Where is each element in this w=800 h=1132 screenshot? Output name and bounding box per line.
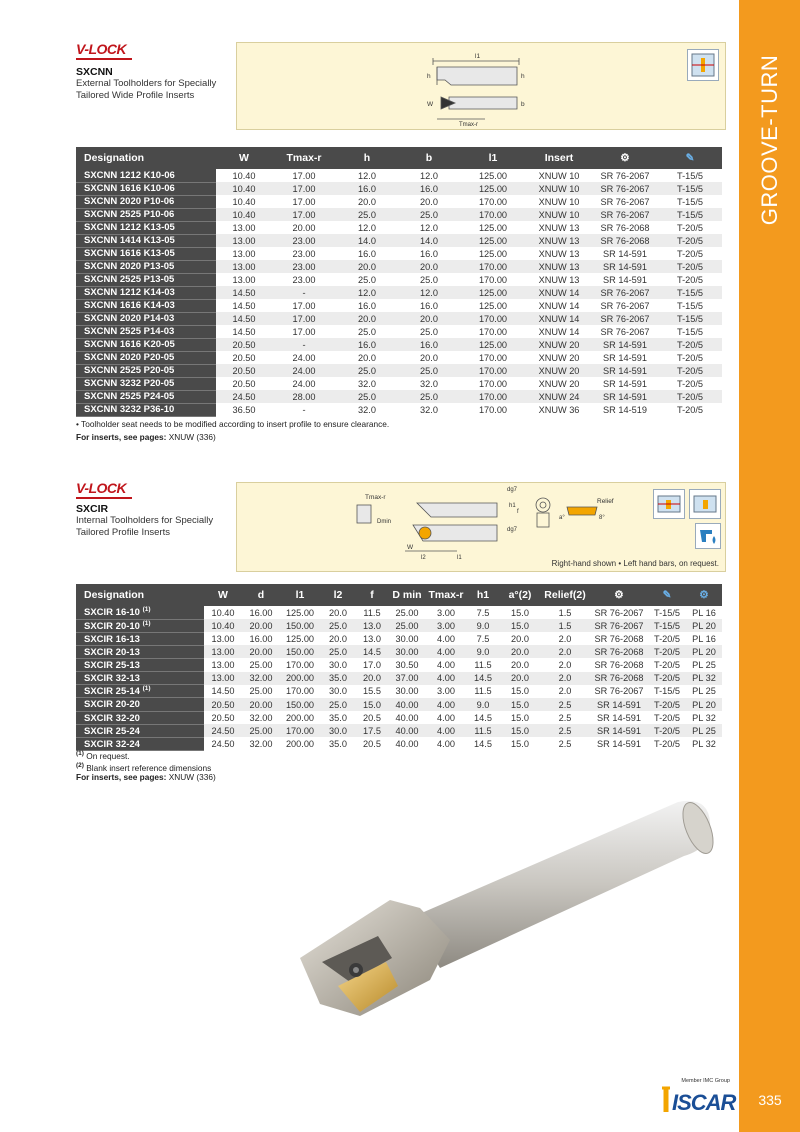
toolholder-photo — [280, 790, 720, 1040]
table-row: SXCNN 2525 P20-05 20.50 24.00 25.0 25.0 170.00 XNUW 20 SR 14-591 T-20/5 — [76, 364, 722, 377]
table-row: SXCNN 1616 K20-05 20.50 - 16.0 16.0 125.00 XNUW 20 SR 14-591 T-20/5 — [76, 338, 722, 351]
col-key — [648, 584, 686, 606]
col-l2: l2 — [320, 584, 356, 606]
dim-tmax: Tmax-r — [459, 122, 478, 128]
dim-l1: l1 — [475, 53, 481, 60]
vlock-logo: V-LOCK — [76, 480, 127, 496]
table-row: SXCIR 25-24 24.50 25.00 170.00 30.0 17.5 40.00 4.00 11.5 15.0 2.5 SR 14-591 T-20/5 PL 25 — [76, 724, 722, 737]
col-insert: Insert — [526, 147, 592, 169]
product-description: Internal Toolholders for Specially Tailored Profile Inserts — [76, 515, 214, 538]
dim-angle: 8° — [599, 515, 605, 521]
dim-dg7: dg7 — [507, 527, 518, 533]
col-f: f — [356, 584, 388, 606]
col-w: W — [204, 584, 242, 606]
table-row: SXCIR 20-10 $^{(1)}$ 10.40 20.00 150.00 25.0 13.0 25.00 3.00 9.0 15.0 1.5 SR 76-2067 T-15/5 PL 20 — [76, 619, 722, 632]
table-row: SXCNN 2525 P13-05 13.00 23.00 25.0 25.0 170.00 XNUW 13 SR 14-591 T-20/5 — [76, 273, 722, 286]
col-designation: Designation — [76, 584, 204, 606]
seat-note: • Toolholder seat needs to be modified according to insert profile to ensure clearance. — [76, 419, 390, 429]
table-row: SXCNN 3232 P20-05 20.50 24.00 32.0 32.0 170.00 XNUW 20 SR 14-591 T-20/5 — [76, 377, 722, 390]
col-key — [658, 147, 722, 169]
product-code: SXCNN — [76, 66, 113, 78]
dim-h-left: h — [427, 73, 431, 80]
col-d: d — [242, 584, 280, 606]
table-row: SXCNN 2020 P10-06 10.40 17.00 20.0 20.0 170.00 XNUW 10 SR 76-2067 T-15/5 — [76, 195, 722, 208]
dim-w: W — [427, 101, 434, 108]
insert-reference: For inserts, see pages: XNUW (336) — [76, 432, 216, 442]
dim-dmin: Dmin — [377, 519, 392, 525]
footnote-2: $^{(2)}$ Blank insert reference dimensions — [76, 762, 212, 773]
table-row: SXCNN 1414 K13-05 13.00 23.00 14.0 14.0 125.00 XNUW 13 SR 76-2068 T-20/5 — [76, 234, 722, 247]
table-row: SXCNN 1212 K13-05 13.00 20.00 12.0 12.0 125.00 XNUW 13 SR 76-2068 T-20/5 — [76, 221, 722, 234]
col-designation: Designation — [76, 147, 216, 169]
col-h: h — [336, 147, 398, 169]
hand-caption: Right-hand shown • Left hand bars, on request. — [551, 559, 719, 568]
brand-name: ISCAR — [672, 1090, 736, 1115]
insert-reference: For inserts, see pages: XNUW (336) — [76, 772, 216, 782]
col-b: b — [398, 147, 460, 169]
table-row: SXCNN 1212 K14-03 14.50 - 12.0 12.0 125.00 XNUW 14 SR 76-2067 T-15/5 — [76, 286, 722, 299]
dim-a: a° — [559, 515, 565, 521]
plug-icon: ⚙ — [699, 589, 709, 601]
table-row: SXCNN 2525 P14-03 14.50 17.00 25.0 25.0 170.00 XNUW 14 SR 76-2067 T-15/5 — [76, 325, 722, 338]
table-row: SXCIR 20-20 20.50 20.00 150.00 25.0 15.0 40.00 4.00 9.0 15.0 2.5 SR 14-591 T-20/5 PL 20 — [76, 698, 722, 711]
diagram-panel — [236, 482, 726, 572]
table-row: SXCNN 1616 K13-05 13.00 23.00 16.0 16.0 125.00 XNUW 13 SR 14-591 T-20/5 — [76, 247, 722, 260]
col-screw — [590, 584, 648, 606]
coolant-icon — [695, 523, 721, 549]
diagram-panel — [236, 42, 726, 130]
iscar-logo — [660, 1078, 736, 1118]
col-plug — [686, 584, 722, 606]
dim-l2: l2 — [421, 555, 426, 561]
dim-b: b — [521, 101, 525, 108]
vlock-logo: V-LOCK — [76, 41, 127, 57]
col-l1: l1 — [460, 147, 526, 169]
col-tmax: Tmax-r — [272, 147, 336, 169]
page-number: 335 — [758, 1092, 782, 1108]
external-holder-drawing — [237, 43, 727, 131]
col-h1: h1 — [466, 584, 500, 606]
product-description: External Toolholders for Specially Tailored Wide Profile Inserts — [76, 78, 217, 101]
screw-icon: ⚙ — [614, 589, 624, 601]
logo-underline — [76, 497, 132, 499]
table-row: SXCIR 16-13 13.00 16.00 125.00 20.0 13.0 30.00 4.00 7.5 20.0 2.0 SR 76-2068 T-20/5 PL 16 — [76, 632, 722, 645]
dim-h1: h1 — [509, 503, 516, 509]
table-row: SXCIR 25-13 13.00 25.00 170.00 30.0 17.0 30.50 4.00 11.5 20.0 2.0 SR 76-2068 T-20/5 PL 25 — [76, 658, 722, 671]
table-row: SXCNN 1212 K10-06 10.40 17.00 12.0 12.0 125.00 XNUW 10 SR 76-2067 T-15/5 — [76, 169, 722, 182]
table-row: SXCNN 2020 P14-03 14.50 17.00 20.0 20.0 170.00 XNUW 14 SR 76-2067 T-15/5 — [76, 312, 722, 325]
col-w: W — [216, 147, 272, 169]
table-row: SXCNN 2020 P13-05 13.00 23.00 20.0 20.0 170.00 XNUW 13 SR 14-591 T-20/5 — [76, 260, 722, 273]
sxcir-table — [76, 584, 722, 751]
sxcnn-table — [76, 147, 722, 417]
table-row: SXCNN 2525 P10-06 10.40 17.00 25.0 25.0 170.00 XNUW 10 SR 76-2067 T-15/5 — [76, 208, 722, 221]
hand-orientation-icon — [689, 489, 721, 519]
logo-underline — [76, 58, 132, 60]
hand-orientation-icon — [687, 49, 719, 81]
product-code: SXCIR — [76, 503, 109, 515]
member-caption: Member IMC Group — [681, 1078, 730, 1084]
col-a: a°(2) — [500, 584, 540, 606]
key-icon: ✎ — [685, 152, 695, 164]
hand-orientation-icon — [653, 489, 685, 519]
table-row: SXCIR 20-13 13.00 20.00 150.00 25.0 14.5 30.00 4.00 9.0 20.0 2.0 SR 76-2068 T-20/5 PL 20 — [76, 645, 722, 658]
key-icon: ✎ — [662, 589, 672, 601]
table-row: SXCNN 1616 K10-06 10.40 17.00 16.0 16.0 125.00 XNUW 10 SR 76-2067 T-15/5 — [76, 182, 722, 195]
dim-l1: l1 — [457, 555, 462, 561]
footnote-1: $^{(1)}$ On request. — [76, 750, 130, 761]
col-tmax: Tmax-r — [426, 584, 466, 606]
table-row: SXCNN 1616 K14-03 14.50 17.00 16.0 16.0 125.00 XNUW 14 SR 76-2067 T-15/5 — [76, 299, 722, 312]
dim-relief: Relief — [597, 498, 614, 505]
dim-dg7-top: dg7 — [507, 487, 518, 493]
screw-icon: ⚙ — [620, 152, 630, 164]
col-l1: l1 — [280, 584, 320, 606]
col-screw — [592, 147, 658, 169]
dim-tmax: Tmax-r — [365, 494, 386, 501]
table-row: SXCIR 32-24 24.50 32.00 200.00 35.0 20.5 40.00 4.00 14.5 15.0 2.5 SR 14-591 T-20/5 PL 32 — [76, 737, 722, 750]
table-row: SXCNN 3232 P36-10 36.50 - 32.0 32.0 170.00 XNUW 36 SR 14-519 T-20/5 — [76, 403, 722, 416]
section-title: GROOVE-TURN — [757, 54, 782, 226]
dim-h-right: h — [521, 73, 525, 80]
col-relief: Relief(2) — [540, 584, 590, 606]
table-row: SXCNN 2020 P20-05 20.50 24.00 20.0 20.0 170.00 XNUW 20 SR 14-591 T-20/5 — [76, 351, 722, 364]
table-row: SXCIR 32-20 20.50 32.00 200.00 35.0 20.5 40.00 4.00 14.5 15.0 2.5 SR 14-591 T-20/5 PL 32 — [76, 711, 722, 724]
table-row: SXCIR 16-10 $^{(1)}$ 10.40 16.00 125.00 20.0 11.5 25.00 3.00 7.5 15.0 1.5 SR 76-2067 T-15/5 PL 16 — [76, 606, 722, 619]
col-dmin: D min — [388, 584, 426, 606]
table-row: SXCNN 2525 P24-05 24.50 28.00 25.0 25.0 170.00 XNUW 24 SR 14-591 T-20/5 — [76, 390, 722, 403]
dim-w: W — [407, 544, 414, 551]
dim-f: f — [517, 509, 519, 515]
table-row: SXCIR 25-14 $^{(1)}$ 14.50 25.00 170.00 30.0 15.5 30.00 3.00 11.5 15.0 2.0 SR 76-2067 T-15/5 PL 25 — [76, 685, 722, 698]
table-row: SXCIR 32-13 13.00 32.00 200.00 35.0 20.0 37.00 4.00 14.5 20.0 2.0 SR 76-2068 T-20/5 PL 32 — [76, 672, 722, 685]
